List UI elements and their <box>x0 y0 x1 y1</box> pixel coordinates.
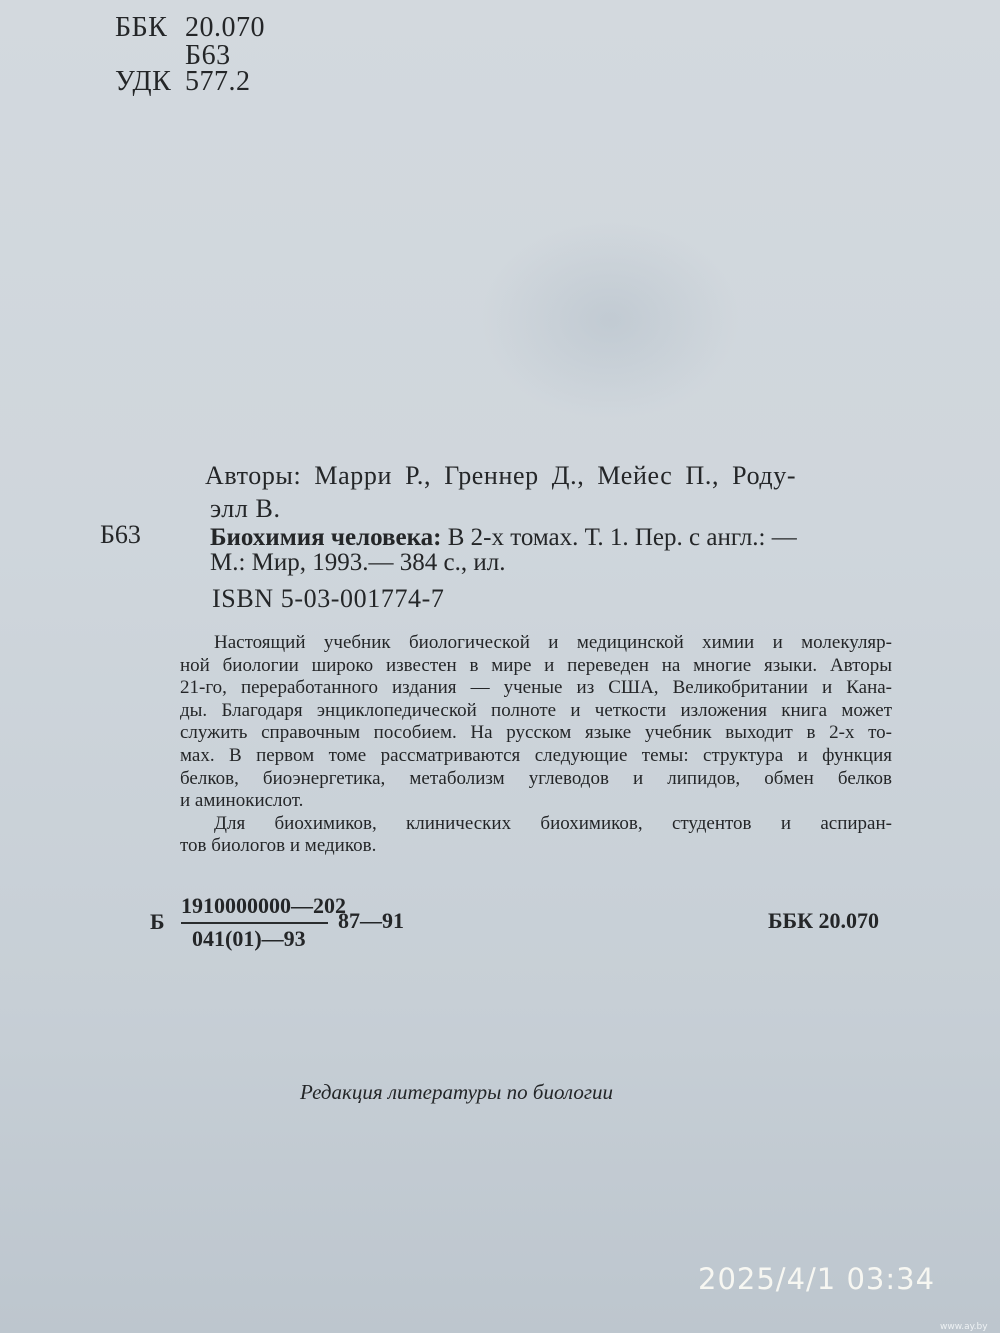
photo-timestamp: 2025/4/1 03:34 <box>698 1262 936 1296</box>
udk-label: УДК <box>115 66 172 97</box>
bbk-footer: ББК 20.070 <box>768 908 880 933</box>
abstract-line: Настоящий учебник биологической и медицинской химии и молекуляр- <box>214 632 892 653</box>
bleed-through-shadow <box>480 220 740 420</box>
abstract-line: белков, биоэнергетика, метаболизм углеводов и липидов, обмен белков <box>180 767 892 789</box>
catalog-margin-mark: Б63 <box>100 520 141 549</box>
fraction-bar <box>181 922 328 924</box>
audience-line: Для биохимиков, клинических биохимиков, студентов и аспиран- <box>214 812 892 834</box>
editorial-note: Редакция литературы по биологии <box>300 1080 614 1104</box>
abstract-line: мах. В первом томе рассматриваются следующие темы: структура и функция <box>180 744 892 766</box>
abstract-line: и аминокислот. <box>180 790 304 812</box>
book-title-details: В 2-х томах. Т. 1. Пер. с англ.: — <box>441 524 797 551</box>
pub-code-numerator: 1910000000—202 <box>181 893 346 918</box>
authors-line-1: Авторы: Марри Р., Греннер Д., Мейес П., Роду- <box>205 461 797 490</box>
author-mark: Б63 <box>185 40 231 71</box>
isbn: ISBN 5-03-001774-7 <box>212 584 445 613</box>
bbk-classification <box>115 14 265 42</box>
bbk-label: ББК <box>115 12 168 43</box>
book-title-line <box>210 525 797 550</box>
abstract-line: служить справочным пособием. На русском языке учебник выходит в 2-х то- <box>180 722 892 744</box>
abstract-line: ной биологии широко известен в мире и переведен на многие языки. Авторы <box>180 654 892 676</box>
udk-classification <box>115 68 251 96</box>
pub-code-suffix: 87—91 <box>338 908 404 933</box>
abstract <box>180 632 892 858</box>
abstract-line: ды. Благодаря энциклопедической полноте и четкости изложения книга может <box>180 699 892 721</box>
pub-code-letter: Б <box>150 909 165 934</box>
book-title: Биохимия человека: <box>210 524 442 551</box>
udk-value: 577.2 <box>185 66 251 97</box>
bbk-value: 20.070 <box>185 12 265 43</box>
audience-line: тов биологов и медиков. <box>180 835 377 857</box>
authors-line-2: элл В. <box>210 494 281 523</box>
watermark: www.ay.by <box>940 1322 988 1332</box>
publisher-imprint: М.: Мир, 1993.— 384 с., ил. <box>210 549 506 576</box>
pub-code-denominator: 041(01)—93 <box>192 926 306 951</box>
abstract-line: 21-го, переработанного издания — ученые из США, Великобритании и Кана- <box>180 677 892 699</box>
